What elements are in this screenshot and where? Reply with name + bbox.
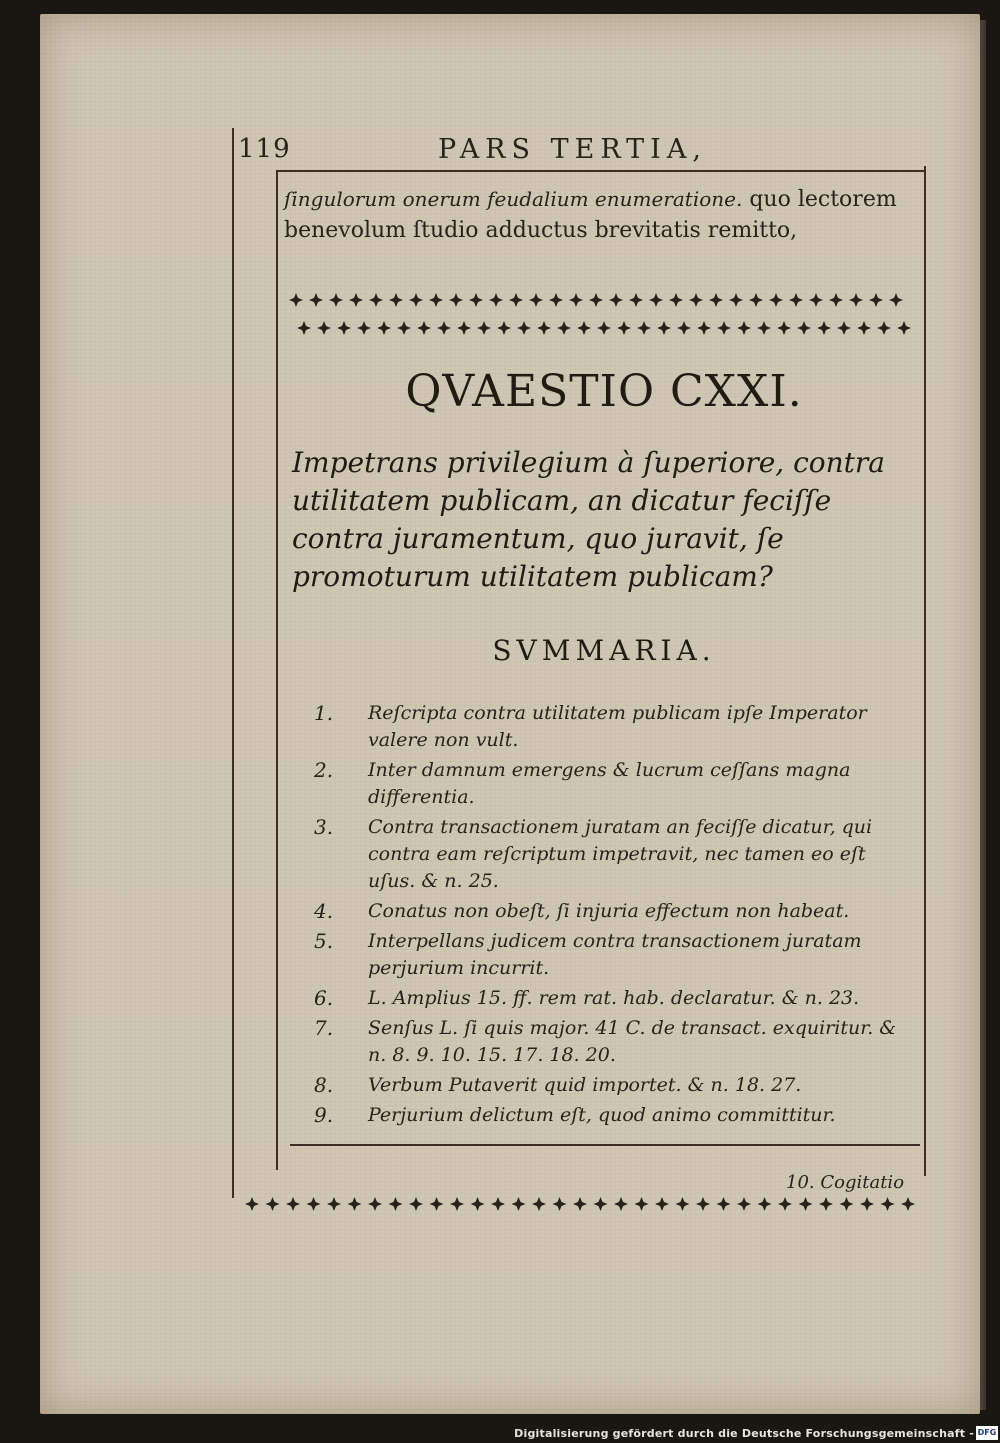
- fleuron-ornament: [635, 1197, 649, 1211]
- fleuron-ornament: [357, 321, 371, 335]
- fleuron-ornament: [837, 321, 851, 335]
- fleuron-ornament: [737, 321, 751, 335]
- fleuron-ornament: [799, 1197, 813, 1211]
- fleuron-ornament: [517, 321, 531, 335]
- fleuron-band-top: [284, 286, 914, 348]
- fleuron-ornament: [737, 1197, 751, 1211]
- quaestio-question: Impetrans privilegium à ſuperiore, contra utilitatem publicam, an dicatur feciſſe contra juramentum, quo juravit, ſe promoturum utilitatem publicam?: [292, 446, 886, 593]
- summaria-heading: SVMMARIA.: [492, 634, 716, 667]
- summary-item-text: Interpellans judicem contra transactionem juratam perjurium incurrit.: [368, 930, 862, 979]
- fleuron-ornament: [594, 1197, 608, 1211]
- fleuron-ornament: [377, 321, 391, 335]
- fleuron-ornament: [676, 1197, 690, 1211]
- summary-item-number: 3.: [314, 815, 334, 839]
- summary-item-number: 1.: [314, 701, 334, 725]
- fleuron-ornament: [649, 293, 663, 307]
- fleuron-ornament: [869, 293, 883, 307]
- fleuron-ornament: [829, 293, 843, 307]
- summary-item-number: 9.: [314, 1103, 334, 1127]
- page-number: 119: [238, 134, 291, 164]
- fleuron-ornament: [430, 1197, 444, 1211]
- carry-over-italic: ſingulorum onerum feudalium enumeratione.: [284, 187, 743, 211]
- fleuron-ornament: [429, 293, 443, 307]
- fleuron-ornament: [657, 321, 671, 335]
- fleuron-ornament: [309, 293, 323, 307]
- fleuron-ornament: [417, 321, 431, 335]
- fleuron-ornament: [512, 1197, 526, 1211]
- summary-item-number: 4.: [314, 899, 334, 923]
- fleuron-ornament: [307, 1197, 321, 1211]
- fleuron-ornament: [614, 1197, 628, 1211]
- fleuron-ornament: [757, 321, 771, 335]
- fleuron-ornament: [529, 293, 543, 307]
- fleuron-ornament: [677, 321, 691, 335]
- fleuron-ornament: [491, 1197, 505, 1211]
- summary-item: [314, 928, 914, 982]
- fleuron-ornament: [286, 1197, 300, 1211]
- fleuron-ornament: [477, 321, 491, 335]
- fleuron-ornament: [877, 321, 891, 335]
- fleuron-ornament: [729, 293, 743, 307]
- summary-item: [314, 700, 914, 754]
- fleuron-ornament: [901, 1197, 915, 1211]
- summary-item: [314, 898, 914, 925]
- fleuron-ornament: [437, 321, 451, 335]
- fleuron-ornament: [457, 321, 471, 335]
- summary-item: [314, 814, 914, 895]
- summary-item-text: L. Amplius 15. ff. rem rat. hab. declaratur. & n. 23.: [368, 987, 860, 1009]
- fleuron-ornament: [471, 1197, 485, 1211]
- fleuron-ornament: [557, 321, 571, 335]
- carry-over-text: [284, 184, 924, 246]
- fleuron-ornament: [327, 1197, 341, 1211]
- summary-item: [314, 1015, 914, 1069]
- fleuron-ornament: [749, 293, 763, 307]
- summary-item-text: Senſus L. ſi quis major. 41 C. de transact. exquiritur. & n. 8. 9. 10. 15. 17. 18. 20.: [368, 1017, 897, 1066]
- fleuron-ornament: [789, 293, 803, 307]
- fleuron-ornament: [389, 293, 403, 307]
- fleuron-ornament: [777, 321, 791, 335]
- fleuron-ornament: [266, 1197, 280, 1211]
- fleuron-ornament: [569, 293, 583, 307]
- head-rule: [276, 170, 926, 172]
- dfg-logo: DFG: [976, 1426, 998, 1440]
- summary-item: [314, 1072, 914, 1099]
- carry-over-roman: quo lectorem benevolum ſtudio adductus brevitatis remitto,: [284, 187, 897, 243]
- fleuron-ornament: [897, 321, 911, 335]
- summary-list: [314, 700, 914, 1132]
- fleuron-ornament: [819, 1197, 833, 1211]
- fleuron-ornament: [697, 321, 711, 335]
- fleuron-ornament: [637, 321, 651, 335]
- summary-item-number: 8.: [314, 1073, 334, 1097]
- summary-item-text: Verbum Putaverit quid importet. & n. 18. 27.: [368, 1074, 802, 1096]
- fleuron-ornament: [245, 1197, 259, 1211]
- fleuron-ornament: [589, 293, 603, 307]
- fleuron-ornament: [758, 1197, 772, 1211]
- fleuron-ornament: [817, 321, 831, 335]
- fleuron-ornament: [549, 293, 563, 307]
- fleuron-ornament: [717, 321, 731, 335]
- fleuron-ornament: [297, 321, 311, 335]
- fleuron-ornament: [689, 293, 703, 307]
- summary-item-number: 7.: [314, 1016, 334, 1040]
- fleuron-ornament: [337, 321, 351, 335]
- fleuron-ornament: [573, 1197, 587, 1211]
- fleuron-ornament: [450, 1197, 464, 1211]
- fleuron-ornament: [849, 293, 863, 307]
- summary-item: [314, 1102, 914, 1129]
- fleuron-ornament: [389, 1197, 403, 1211]
- fleuron-ornament: [881, 1197, 895, 1211]
- fleuron-ornament: [497, 321, 511, 335]
- fleuron-ornament: [553, 1197, 567, 1211]
- fleuron-ornament: [669, 293, 683, 307]
- fleuron-ornament: [889, 293, 903, 307]
- summary-item-text: Conatus non obeſt, ſi injuria effectum non habeat.: [368, 900, 850, 922]
- digitization-credit: Digitalisierung gefördert durch die Deutsche Forschungsgemeinschaft -: [514, 1427, 974, 1440]
- summary-item: [314, 985, 914, 1012]
- quaestio-title: QVAESTIO CXXI.: [405, 366, 803, 417]
- fleuron-ornament: [696, 1197, 710, 1211]
- summary-end-rule: [290, 1144, 920, 1146]
- inner-rule-left: [276, 170, 278, 1170]
- running-head: [238, 134, 928, 170]
- running-title: PARS TERTIA,: [438, 134, 707, 165]
- fleuron-ornament: [597, 321, 611, 335]
- frame-rule-right: [924, 166, 926, 1176]
- summary-item-text: Contra transactionem juratam an feciſſe dicatur, qui contra eam reſcriptum impetravit, nec tamen eo eſt uſus. & n. 25.: [368, 816, 873, 892]
- summary-item-number: 5.: [314, 929, 334, 953]
- fleuron-ornament: [348, 1197, 362, 1211]
- fleuron-band-bottom: [240, 1184, 920, 1224]
- fleuron-ornament: [409, 1197, 423, 1211]
- fleuron-ornament: [317, 321, 331, 335]
- summary-item-number: 6.: [314, 986, 334, 1010]
- summary-item-number: 2.: [314, 758, 334, 782]
- fleuron-ornament: [857, 321, 871, 335]
- fleuron-ornament: [860, 1197, 874, 1211]
- summary-item-text: Perjurium delictum eſt, quod animo committitur.: [368, 1104, 836, 1126]
- fleuron-ornament: [369, 293, 383, 307]
- fleuron-ornament: [329, 293, 343, 307]
- fleuron-ornament: [840, 1197, 854, 1211]
- fleuron-ornament: [489, 293, 503, 307]
- fleuron-ornament: [449, 293, 463, 307]
- fleuron-ornament: [609, 293, 623, 307]
- fleuron-ornament: [537, 321, 551, 335]
- summary-item-text: Reſcripta contra utilitatem publicam ipſe Imperator valere non vult.: [368, 702, 867, 751]
- fleuron-ornament: [617, 321, 631, 335]
- fleuron-ornament: [397, 321, 411, 335]
- fleuron-ornament: [368, 1197, 382, 1211]
- fleuron-ornament: [289, 293, 303, 307]
- fleuron-ornament: [769, 293, 783, 307]
- fleuron-ornament: [532, 1197, 546, 1211]
- fleuron-ornament: [717, 1197, 731, 1211]
- fleuron-ornament: [577, 321, 591, 335]
- fleuron-ornament: [797, 321, 811, 335]
- summary-item: [314, 757, 914, 811]
- fleuron-ornament: [469, 293, 483, 307]
- fleuron-ornament: [409, 293, 423, 307]
- frame-rule-left: [232, 128, 234, 1198]
- fleuron-ornament: [629, 293, 643, 307]
- fleuron-ornament: [709, 293, 723, 307]
- fleuron-ornament: [809, 293, 823, 307]
- summary-item-text: Inter damnum emergens & lucrum ceſſans magna differentia.: [368, 759, 851, 808]
- footer-bar: [0, 1424, 1000, 1443]
- fleuron-ornament: [349, 293, 363, 307]
- fleuron-ornament: [655, 1197, 669, 1211]
- fleuron-ornament: [509, 293, 523, 307]
- catchword: 10. Cogitatio: [786, 1172, 905, 1193]
- fleuron-ornament: [778, 1197, 792, 1211]
